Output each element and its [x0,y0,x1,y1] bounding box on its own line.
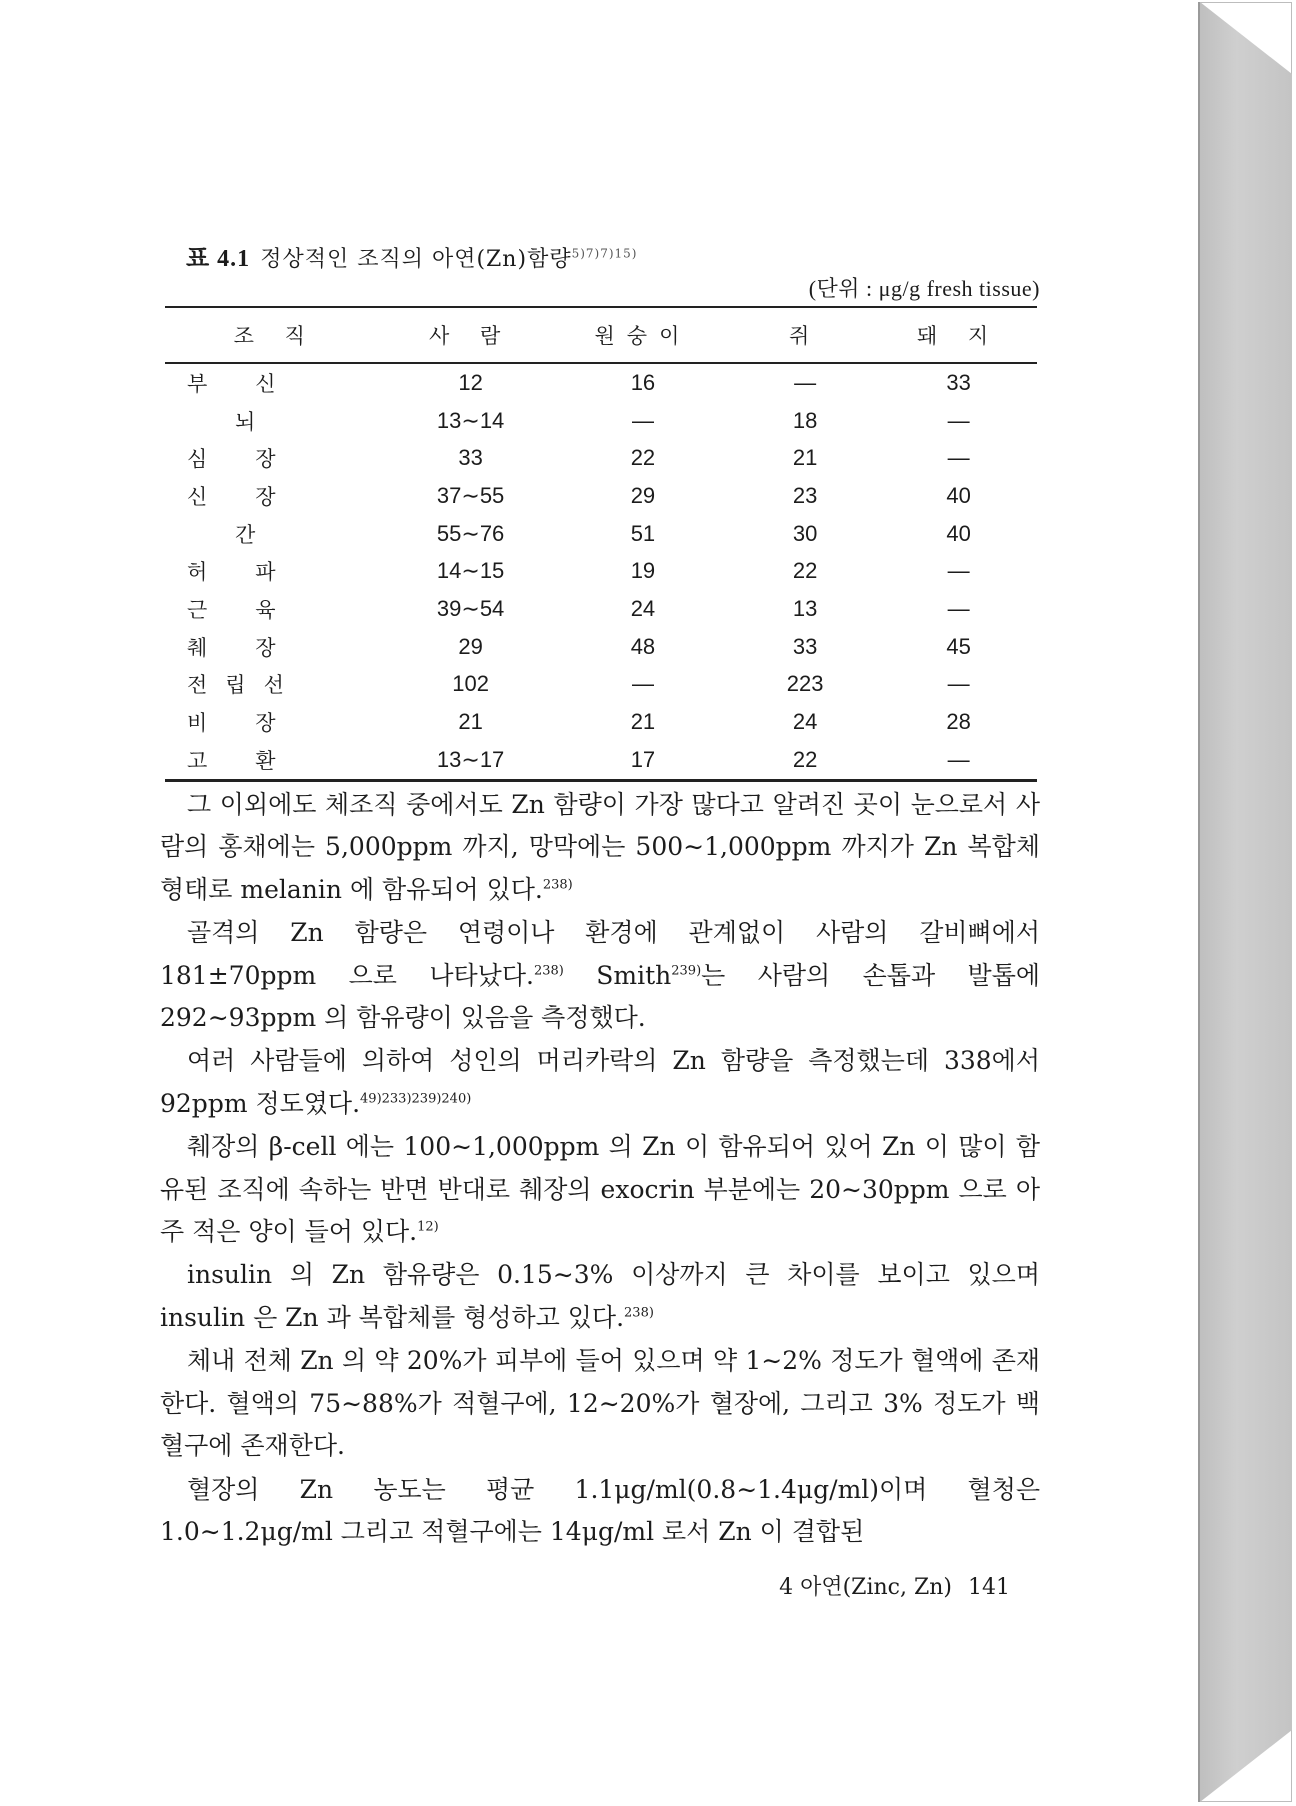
cell-tissue: 허파 [187,560,324,585]
paragraph-text: insulin 의 Zn 함유량은 0.15∼3% 이상까지 큰 차이를 보이고 있으며 insulin 은 Zn 과 복합체를 형성하고 있다. [160,1260,1040,1332]
paragraph [160,1340,1040,1467]
cell-rat: 30 [792,520,818,546]
cell-tissue: 신장 [187,484,324,509]
page-footer [740,1570,1010,1601]
table-row [165,666,1037,704]
cell-pig: — [947,407,970,433]
cell-human: 12 [458,369,483,395]
cell-human: 14∼15 [436,558,505,584]
cell-pig: — [947,595,970,621]
paragraph-text: 는 사람의 손톱과 발톱에 292∼93ppm 의 함유량이 있음을 측정했다. [160,960,1040,1033]
table-number: 표 4.1 [186,246,251,272]
cell-tissue: 고환 [187,748,324,773]
reference-mark: 239) [671,963,702,979]
table-row [165,402,1037,440]
cell-tissue: 췌장 [187,635,324,660]
table-row [165,477,1037,515]
cell-rat: 33 [792,633,818,659]
paragraph-text: 췌장의 β-cell 에는 100∼1,000ppm 의 Zn 이 함유되어 있어 Zn 이 많이 함유된 조직에 속하는 반면 반대로 췌장의 exocrin 부분에는 20∼30ppm 으로 아주 적은 양이 들어 있다. [160,1132,1040,1247]
cell-tissue: 전립선 [187,673,302,698]
paragraph-text: 골격의 Zn 함량은 연령이나 환경에 관계없이 사람의 갈비뼈에서 181±70ppm 으로 나타났다. [160,918,1040,990]
cell-human: 29 [458,633,483,659]
paragraph-text: 여러 사람들에 의하여 성인의 머리카락의 Zn 함량을 측정했는데 338에서 92ppm 정도였다. [160,1046,1040,1118]
page-edge [1198,2,1200,1802]
table-row [165,439,1037,477]
reference-mark: 238) [624,1305,654,1321]
cell-pig: 28 [946,709,971,735]
cell-pig: — [947,671,970,697]
header-monkey: 원숭이 [594,324,692,348]
cell-tissue: 부신 [187,371,324,396]
header-tissue: 조 직 [233,324,317,348]
cell-pig: 45 [946,633,971,659]
table-row [165,363,1037,402]
cell-pig: — [947,445,970,471]
cell-human: 21 [458,709,483,735]
paragraph-text: 체내 전체 Zn 의 약 20%가 피부에 들어 있으며 약 1∼2% 정도가 혈액에 존재한다. 혈액의 75∼88%가 적혈구에, 12∼20%가 혈장에, 그리고 3% 정도가 백혈구에 존재한다. [160,1346,1040,1461]
cell-tissue: 심장 [187,447,324,472]
cell-rat: 18 [792,407,818,433]
cell-human: 55∼76 [436,520,505,546]
cell-rat: — [794,369,817,395]
cell-monkey: 16 [630,369,656,395]
cell-pig: 40 [946,482,971,508]
cell-tissue: 비장 [187,711,324,736]
reference-mark: 12) [417,1219,439,1235]
cell-human: 13∼14 [436,407,505,433]
paragraph [160,784,1040,911]
cell-tissue: 뇌 [235,409,304,434]
paragraph [160,1040,1040,1125]
zinc-content-table [165,306,1037,782]
cell-rat: 22 [792,746,818,772]
cell-monkey: — [631,671,654,697]
table-row [165,741,1037,780]
table-caption [186,238,1036,273]
cell-pig: 33 [946,369,971,395]
paragraph [160,1254,1040,1339]
header-human: 사 람 [428,324,513,348]
cell-monkey: 19 [630,558,656,584]
cell-rat: 223 [786,671,824,697]
page-number: 141 [968,1575,1010,1600]
cell-monkey: 29 [630,482,656,508]
header-rat: 쥐 [789,324,822,348]
cell-monkey: 51 [630,520,656,546]
cell-rat: 24 [792,709,818,735]
table-row [165,628,1037,666]
paragraph [160,912,1040,1039]
cell-monkey: — [631,407,654,433]
cell-pig: 40 [946,520,971,546]
cell-human: 102 [452,671,489,697]
table-title: 정상적인 조직의 아연(Zn)함량 [260,247,572,272]
cell-monkey: 48 [630,633,656,659]
table-caption-refs: 5)7)7)15) [571,246,638,261]
cell-human: 33 [458,445,483,471]
paragraph-text: 혈장의 Zn 농도는 평균 1.1μg/ml(0.8∼1.4μg/ml)이며 혈청은 1.0∼1.2μg/ml 그리고 적혈구에는 14μg/ml 로서 Zn 이 결합된 [160,1474,1040,1546]
cell-pig: — [947,558,970,584]
header-pig: 돼 지 [916,324,1001,348]
reference-mark: 49)233)239)240) [360,1091,472,1107]
table-row [165,552,1037,590]
paragraph [160,1469,1040,1554]
paragraph-text: 그 이외에도 체조직 중에서도 Zn 함량이 가장 많다고 알려진 곳이 눈으로서 사람의 홍채에는 5,000ppm 까지, 망막에는 500∼1,000ppm 까지가 Zn 복합체 형태로 melanin 에 함유되어 있다. [160,790,1040,904]
cell-rat: 23 [792,482,818,508]
cell-monkey: 24 [630,595,656,621]
cell-monkey: 22 [630,445,656,471]
book-spine [1200,2,1292,1802]
cell-rat: 21 [792,445,818,471]
running-footer-chapter: 4 아연(Zinc, Zn) [779,1575,952,1600]
paragraph-text: Smith [563,960,672,990]
paragraph [160,1126,1040,1253]
table-header-row [165,307,1037,363]
cell-tissue: 간 [235,522,304,547]
body-text [160,784,1040,1554]
table-row [165,515,1037,553]
cell-pig: — [947,746,970,772]
cell-monkey: 17 [630,746,656,772]
table-row [165,590,1037,628]
cell-rat: 22 [792,558,818,584]
table-row [165,703,1037,741]
cell-human: 39∼54 [436,595,505,621]
cell-rat: 13 [792,595,818,621]
cell-human: 37∼55 [436,482,505,508]
cell-tissue: 근육 [187,597,324,622]
reference-mark: 238) [542,877,573,893]
cell-monkey: 21 [630,709,656,735]
table-unit: (단위 : μg/g fresh tissue) [808,276,1040,301]
cell-human: 13∼17 [436,746,505,772]
reference-mark: 238) [533,963,564,979]
